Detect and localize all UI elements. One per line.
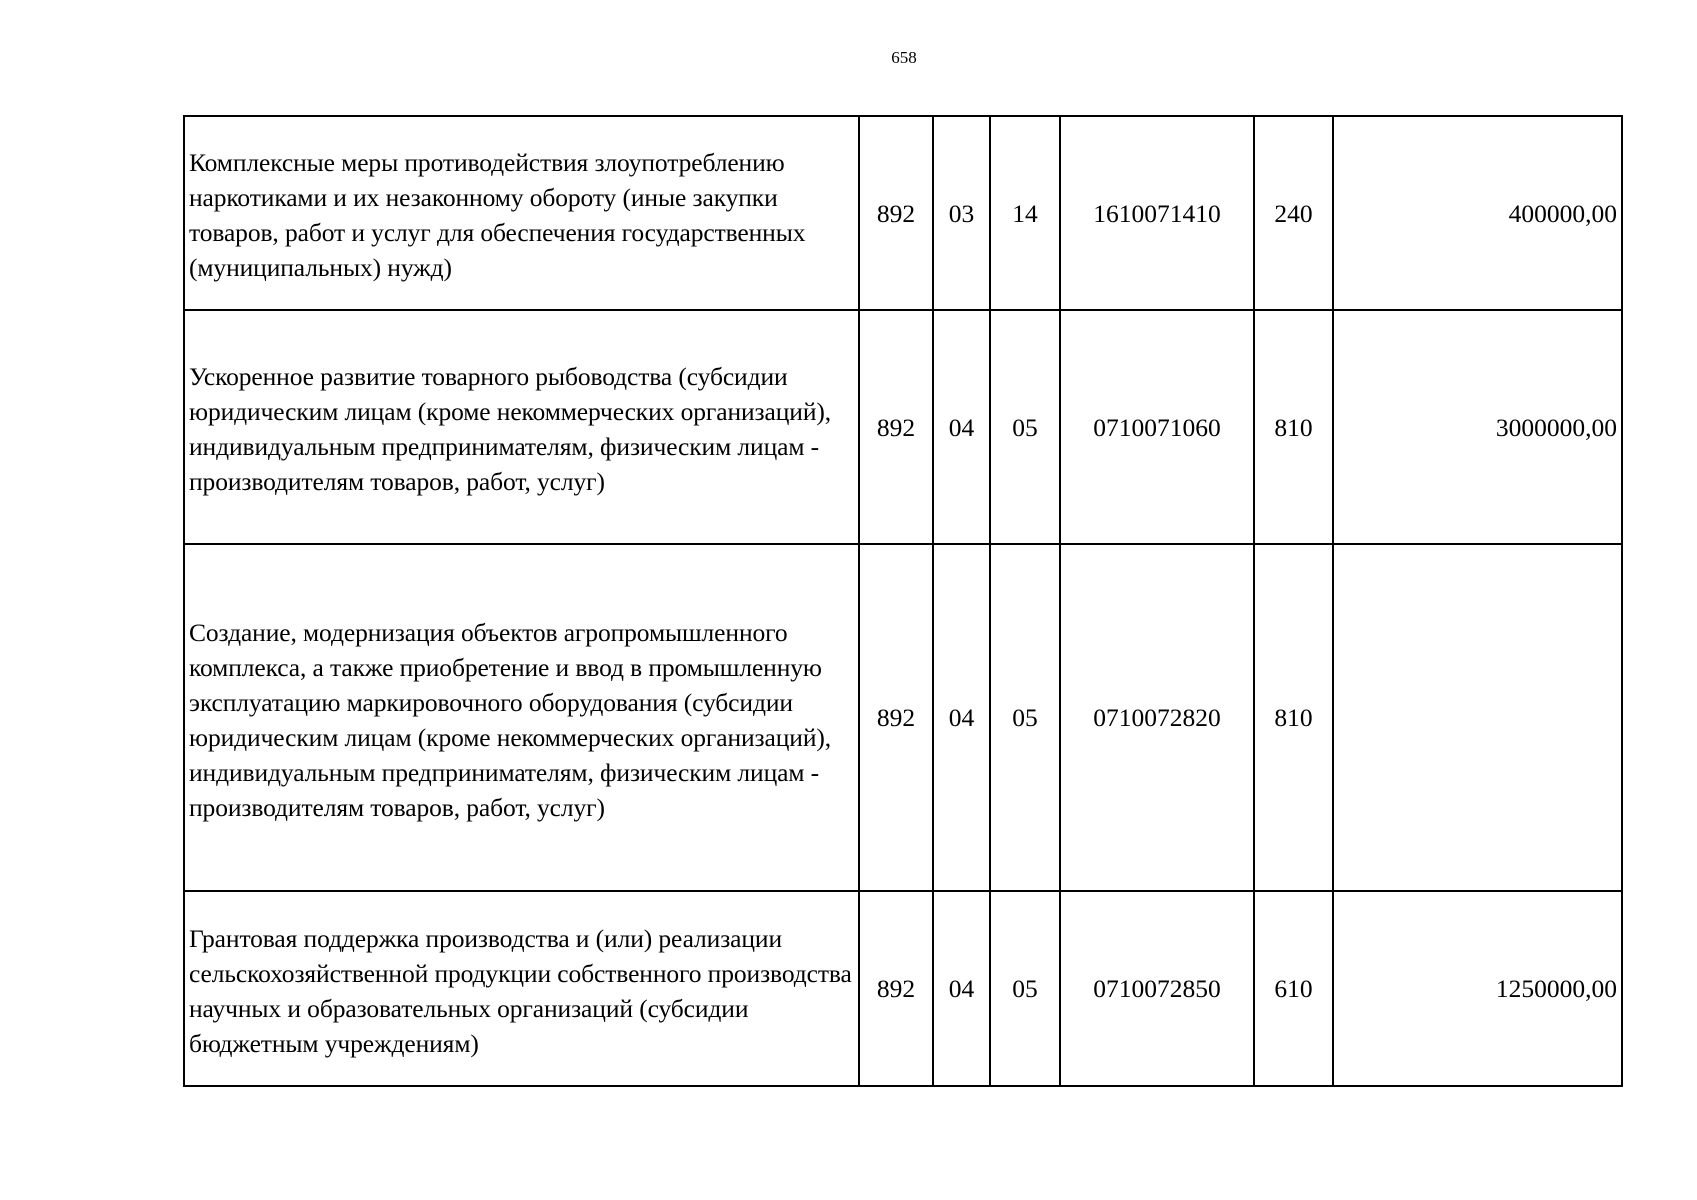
subsection-code: 05 (990, 310, 1060, 544)
amount: 400000,00 (1333, 116, 1622, 310)
section-code: 03 (933, 116, 990, 310)
row-description: Комплексные меры противодействия злоупотреблению наркотиками и их незаконному обороту (иные закупки товаров, работ и услуг для обеспечения государственных (муниципальных) нужд) (184, 116, 859, 310)
expense-type-code: 810 (1254, 310, 1333, 544)
amount: 1250000,00 (1333, 891, 1622, 1086)
section-code: 04 (933, 891, 990, 1086)
row-description: Грантовая поддержка производства и (или) реализации сельскохозяйственной продукции собственного производства научных и образовательных организаций (субсидии бюджетным учреждениям) (184, 891, 859, 1086)
subsection-code: 05 (990, 544, 1060, 891)
expense-type-code: 240 (1254, 116, 1333, 310)
ved-code: 892 (859, 891, 933, 1086)
budget-table (183, 115, 1623, 1087)
table-row (184, 310, 1622, 544)
section-code: 04 (933, 544, 990, 891)
target-article-code: 0710072820 (1060, 544, 1254, 891)
expense-type-code: 810 (1254, 544, 1333, 891)
subsection-code: 05 (990, 891, 1060, 1086)
expense-type-code: 610 (1254, 891, 1333, 1086)
page-number: 658 (891, 48, 917, 67)
table-row (184, 891, 1622, 1086)
ved-code: 892 (859, 310, 933, 544)
amount: 3000000,00 (1333, 310, 1622, 544)
ved-code: 892 (859, 544, 933, 891)
ved-code: 892 (859, 116, 933, 310)
row-description: Создание, модернизация объектов агропромышленного комплекса, а также приобретение и ввод в промышленную эксплуатацию маркировочного оборудования (субсидии юридическим лицам (кроме некоммерческих организаций), индивидуальным предпринимателям, физическим лицам - производителям товаров, работ, услуг) (184, 544, 859, 891)
target-article-code: 0710071060 (1060, 310, 1254, 544)
row-description: Ускоренное развитие товарного рыбоводства (субсидии юридическим лицам (кроме некоммерческих организаций), индивидуальным предпринимателям, физическим лицам - производителям товаров, работ, услуг) (184, 310, 859, 544)
table-row (184, 544, 1622, 891)
section-code: 04 (933, 310, 990, 544)
amount (1333, 544, 1622, 891)
subsection-code: 14 (990, 116, 1060, 310)
table-row (184, 116, 1622, 310)
target-article-code: 1610071410 (1060, 116, 1254, 310)
target-article-code: 0710072850 (1060, 891, 1254, 1086)
